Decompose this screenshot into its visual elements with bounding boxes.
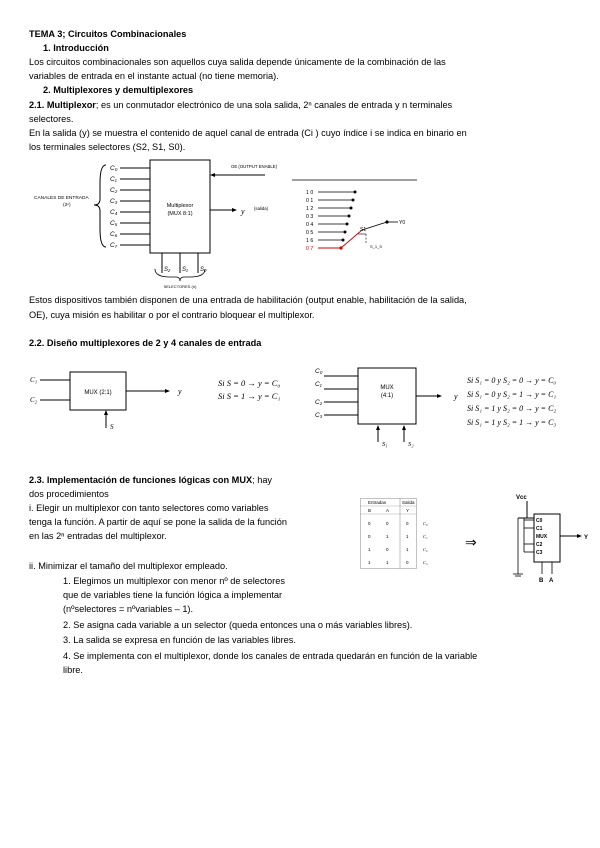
oe-line-2: OE), cuya misión es habilitar o por el contrario bloquear el multiplexor. xyxy=(29,310,315,320)
svg-text:C₂: C₂ xyxy=(423,547,428,552)
svg-text:1: 1 xyxy=(386,560,389,565)
mux2-sel: S xyxy=(110,423,114,431)
input-brace xyxy=(94,165,106,247)
svg-text:1: 1 xyxy=(406,547,409,552)
page-title: TEMA 3; Circuitos Combinacionales xyxy=(29,29,187,39)
pin-c3: C3 xyxy=(536,550,543,556)
section-2-3-bold: 2.3. Implementación de funciones lógicas con MUX xyxy=(29,475,253,485)
mux4-eq-1: Si S₁ = 0 y S₂ = 0 → y = C₀ xyxy=(467,376,557,385)
switch-row-3: 0 3 xyxy=(306,214,314,220)
mux4-eq-3: Si S₁ = 1 y S₂ = 0 → y = C₂ xyxy=(467,404,557,413)
proc-i-line-1: i. Elegir un multiplexor con tanto selectores como variables xyxy=(29,503,269,513)
mux-2-1-diagram xyxy=(28,366,198,436)
proc-ii-line-1: ii. Minimizar el tamaño del multiplexor empleado. xyxy=(29,561,228,571)
pin-c2: C2 xyxy=(536,542,543,548)
mux-definition-line-3: En la salida (y) se muestra el contenido de aquel canal de entrada (Ci ) cuyo índice i se indica en binario en xyxy=(29,128,467,138)
pin-c0: C0 xyxy=(536,518,543,524)
mux-definition-rest: ; es un conmutador electrónico de una sola salida, 2ⁿ canales de entrada y n terminales xyxy=(95,100,453,110)
mux4-out-arrow xyxy=(437,394,442,398)
table-header-inputs: Entradas xyxy=(368,500,387,505)
switch-row-4: 0 4 xyxy=(306,222,314,228)
svg-text:C₀: C₀ xyxy=(423,521,428,526)
switch-row-2: 1 2 xyxy=(306,206,314,212)
proc-i-line-2: tenga la función. A partir de aquí se pone la salida de la función xyxy=(29,517,287,527)
mux2-eq-1: Si S = 0 → y = C₀ xyxy=(218,378,281,388)
intro-line-2: variables de entrada en el instante actual (no tiene memoria). xyxy=(29,71,279,81)
switch-row-7: 0 7 xyxy=(306,246,314,252)
table-header-output: Salida xyxy=(402,500,415,505)
input-lines xyxy=(120,168,150,245)
section-2-heading: 2. Multiplexores y demultiplexores xyxy=(43,85,194,95)
input-c4: C₄ xyxy=(110,209,118,216)
svg-text:0: 0 xyxy=(368,534,371,539)
mux2-eq-2: Si S = 1 → y = C₁ xyxy=(218,391,281,401)
mux4-sel-arrow-2 xyxy=(402,425,406,430)
svg-text:1: 1 xyxy=(406,534,409,539)
mux4-input-2: C₂ xyxy=(315,399,323,406)
mux2-sel-arrow xyxy=(104,410,108,415)
mux-8-1-diagram xyxy=(30,155,300,293)
implies-arrow: ⇒ xyxy=(465,534,477,550)
section-2-3-rest: ; hay xyxy=(252,475,273,485)
step-1-line-2: que de variables tiene la función lógica a implementar xyxy=(63,590,283,600)
switch-sel-label: S_1_S xyxy=(370,244,383,249)
switch-output-label: Y0 xyxy=(399,220,406,226)
pin-mux: MUX xyxy=(536,534,548,540)
mux4-in-lines xyxy=(324,376,358,415)
circuit-sel-a: A xyxy=(549,578,554,584)
output-sub: (salida) xyxy=(254,206,269,211)
input-c0: C₀ xyxy=(110,165,118,172)
step-4-line-1: 4. Se implementa con el multiplexor, donde los canales de entrada quedarán en función de la variable xyxy=(63,651,478,661)
step-1-line-1: 1. Elegimos un multiplexor con menor nº de selectores xyxy=(63,576,285,586)
table-col-y: Y xyxy=(406,508,410,513)
mux2-label: MUX (2:1) xyxy=(84,390,112,396)
mux-definition-line-1 xyxy=(29,99,452,111)
mux4-label-2: (4:1) xyxy=(380,393,394,399)
section-2-3-line-2: dos procedimientos xyxy=(29,489,109,499)
input-c7: C₇ xyxy=(110,242,117,249)
truth-table xyxy=(360,498,440,570)
svg-text:C₁: C₁ xyxy=(423,534,428,539)
mux2-input-1: C₁ xyxy=(30,376,38,384)
proc-i-line-3: en las 2ⁿ entradas del multiplexor. xyxy=(29,531,167,541)
input-c2: C₂ xyxy=(110,187,118,194)
svg-text:0: 0 xyxy=(406,521,409,526)
input-c3: C₃ xyxy=(110,198,118,205)
table-col-b: B xyxy=(368,508,372,513)
canales-label-2: (2ⁿ) xyxy=(63,203,71,208)
mux4-label-1: MUX xyxy=(380,385,394,391)
switch-row-1: 0 1 xyxy=(306,198,314,204)
circuit-sel-b: B xyxy=(539,578,544,584)
mux4-eq-4: Si S₁ = 1 y S₂ = 1 → y = C₃ xyxy=(467,418,557,427)
switch-row-5: 0 5 xyxy=(306,230,314,236)
svg-text:C₃: C₃ xyxy=(423,560,428,565)
mux4-out: y xyxy=(454,392,458,401)
mux-definition-line-2: selectores. xyxy=(29,114,74,124)
mux2-out: y xyxy=(178,387,182,396)
input-c6: C₆ xyxy=(110,231,118,238)
switch-diagram xyxy=(292,176,420,260)
step-4-line-2: libre. xyxy=(63,665,83,675)
oe-arrowhead xyxy=(210,173,215,177)
mux-circuit xyxy=(504,490,594,585)
intro-line-1: Los circuitos combinacionales son aquellos cuya salida depende únicamente de la combinación de las xyxy=(29,57,446,67)
svg-text:1: 1 xyxy=(386,534,389,539)
mux4-input-1: C₁ xyxy=(315,381,322,388)
mux-definition-line-4: los terminales selectores (S2, S1, S0). xyxy=(29,142,186,152)
selector-label: SELECTORES (n) xyxy=(163,284,197,289)
switch-row-0: 1 0 xyxy=(306,190,314,196)
table-col-a: A xyxy=(386,508,390,513)
step-2: 2. Se asigna cada variable a un selector (queda entonces una o más variables libres). xyxy=(63,620,413,630)
mux4-input-3: C₃ xyxy=(315,412,323,419)
switch-row-6: 1 6 xyxy=(306,238,314,244)
input-c5: C₅ xyxy=(110,220,118,227)
pin-c1: C1 xyxy=(536,526,543,532)
canales-label-1: CANALES DE ENTRADA xyxy=(34,196,89,201)
section-2-2-heading: 2.2. Diseño multiplexores de 2 y 4 canales de entrada xyxy=(29,338,262,348)
svg-text:1: 1 xyxy=(368,547,371,552)
mux-term: 2.1. Multiplexor xyxy=(29,100,96,110)
section-1-heading: 1. Introducción xyxy=(43,43,109,53)
oe-line-1: Estos dispositivos también disponen de una entrada de habilitación (output enable, habilitación de la salida, xyxy=(29,295,467,305)
selector-s2: S₂ xyxy=(164,267,171,273)
svg-text:1: 1 xyxy=(368,560,371,565)
mux-4-1-diagram xyxy=(312,364,464,458)
mux4-sel-2: S₂ xyxy=(408,441,414,448)
mux4-eq-2: Si S₁ = 0 y S₂ = 1 → y = C₁ xyxy=(467,390,557,399)
mux4-sel-1: S₁ xyxy=(382,441,388,448)
selector-s0: S₀ xyxy=(200,267,207,273)
svg-text:0: 0 xyxy=(368,521,371,526)
circuit-out-label: Y xyxy=(584,535,589,541)
mux2-out-arrow xyxy=(165,389,170,393)
output-arrowhead xyxy=(232,208,237,212)
svg-text:0: 0 xyxy=(406,560,409,565)
step-3: 3. La salida se expresa en función de las variables libres. xyxy=(63,635,296,645)
mux-block-label-2: (MUX 8:1) xyxy=(167,211,193,217)
mux-block-label-1: Multiplexor xyxy=(166,203,194,209)
section-2-3-heading xyxy=(29,474,272,486)
switch-ctrl-label: S1 xyxy=(360,227,367,233)
svg-text:0: 0 xyxy=(386,547,389,552)
input-c1: C₁ xyxy=(110,176,117,183)
mux4-sel-arrow-1 xyxy=(376,425,380,430)
selector-s1: S₁ xyxy=(182,267,188,273)
output-y: y xyxy=(241,207,245,216)
vcc-label: Vcc xyxy=(516,495,527,501)
mux2-input-2: C₂ xyxy=(30,396,38,404)
circuit-out-arrow xyxy=(577,534,582,538)
step-1-line-3: (nºselectores = nºvariables – 1). xyxy=(63,604,194,614)
mux4-input-0: C₀ xyxy=(315,368,323,375)
svg-text:0: 0 xyxy=(386,521,389,526)
oe-label: OE (OUTPUT ENABLE) xyxy=(231,164,278,169)
